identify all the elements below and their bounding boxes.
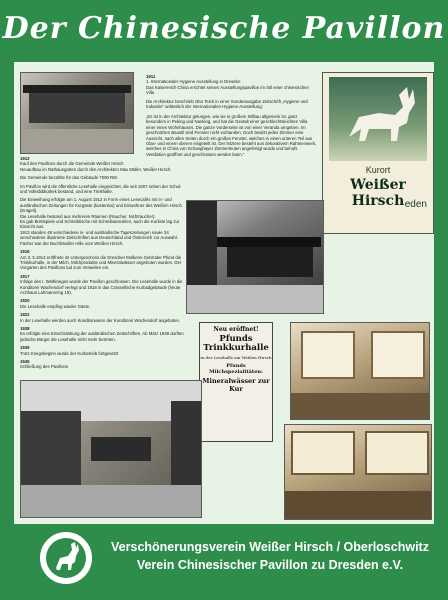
timeline-entry: 1945 bbox=[20, 359, 30, 364]
photo-pavilion-in-trees bbox=[186, 200, 324, 314]
footer-line2: Verein Chinesischer Pavillon zu Dresden e.V. bbox=[136, 558, 404, 572]
advert-line1: Neu eröffnet! bbox=[213, 326, 259, 333]
intro-line: 1. Internationaler Hygiene Ausstellung in Dresden bbox=[146, 79, 241, 85]
advert-line2: Pfunds Trinkkurhalle bbox=[203, 334, 269, 353]
timeline-entry: Die Gemeinde bezahlte für das Gebäude 7000 RM. bbox=[20, 175, 118, 181]
timeline-entry: 1938 bbox=[20, 325, 30, 331]
timeline-entry: Die Lesehalle empfing wieder Gäste. bbox=[20, 303, 91, 309]
poster-line1: Kurort bbox=[365, 165, 391, 175]
timeline-entry: Es erfolgte eine Einschränkung der ausländischen Zeitschriften. Ab März 1938 durften jüdische Bürger die Lesehalle nicht mehr betreten. bbox=[20, 331, 184, 342]
timeline-entry: Infolge des I. Weltkrieges wurde der Pavillon geschlossen. Die Lesehalle wurde in die Konditorei Wachendorf verlegt und 1918 in das Crassellsche Kurbadgebäude (heute Arzthaus Lahmannring 19). bbox=[20, 279, 183, 295]
association-logo bbox=[40, 532, 92, 584]
advert-line5: Mineralwässer zur Kur bbox=[202, 377, 270, 393]
page-title: Der Chinesische Pavillon bbox=[2, 10, 446, 46]
timeline-entry: Neuaufbau im Rathausgarten durch den Architekten Max Müller, Weißer Hirsch bbox=[20, 166, 171, 172]
intro-line: Das Kaiserreich China errichtet seinen Ausstellungspavillon im Stil einer chinesischen Villa bbox=[146, 84, 309, 96]
intro-text-block bbox=[146, 74, 318, 112]
timeline-entry: Es gab Brettspiele und Schreibtische mit Schreibutensilien, auch die Kurliste lag zur Einsicht aus. bbox=[20, 219, 180, 230]
timeline-entry: Die Lesehalle bestand aus mehreren Räumen (Raucher, Nichtraucher). bbox=[20, 213, 156, 219]
timeline-entry: Die Einweihung erfolgte am 1. August 1912 in Form eines Lesecafés mit in- und ausländischen Zeitungen für Kurgäste (kostenlos) und Einwohner des Weißen Hirsch (Entgelt). bbox=[20, 197, 182, 214]
timeline-entry: Schließung des Pavillons bbox=[20, 364, 69, 370]
advert-line4: Pfunds Milchspezialitäten: bbox=[209, 363, 263, 375]
timeline-entry: Trotz Kriegsbeginn wurde der Kurbetrieb fortgesetzt bbox=[20, 350, 119, 356]
timeline-entry: 1916 bbox=[20, 249, 30, 255]
timeline-entry: 1912 bbox=[20, 156, 30, 161]
trinkkurhalle-advert bbox=[199, 322, 273, 442]
timeline-entry: Am 3. 5.1913 eröffnete im Untergeschoss die Dresdner Molkerei Gebrüder Pfund die Trinkkurhalle, in der Milch, Milchprodukte und Mineralwässer angeboten wurden. Der Vorgarten des Pavillons lud zum Verweilen ein. bbox=[20, 254, 182, 271]
quote-text: „Es ist in der Architektur gelungen, wie sie in großem Stilbau allgemein ist, ganz besonders in Peking und Nanking, und hat die Gestalt einer geschlechtsleichten Villa einer eines Wohnhauses. Die ganze Vorderseite ist von einer Veranda umgeben. Im geschnitzten Baustil sind Fenster nicht vorhanden. Doch besitzt jedes Zimmer eine Aussicht, nach allen Seiten durch ein großes Fenster, welches in einen unteren Teil aus Glas- und einem oberen eingeteilt ist. Der letztere besteht aus dekorativem Rahmenwerk, welches in China von Schanghayer Zimmerleuten angefertigt wurde und behufs Ventilation geöffnet und geschlossen werden kann.“ bbox=[146, 114, 317, 157]
poster-line3: eden bbox=[404, 199, 427, 210]
timeline-entry: 1922 bbox=[20, 312, 30, 318]
header-banner bbox=[0, 0, 448, 56]
timeline-entry: In der Lesehalle werden auch Konditorwaren der Konditorei Wachendorf angeboten. bbox=[20, 317, 181, 323]
intro-line: Die Architektur beschrieb Otto Teich in einer Sonderausgabe Zeitschrift „Hygiene und Industrie“ anlässlich der Internationalen Hygiene-Ausstellung: bbox=[146, 98, 308, 110]
footer-line1: Verschönerungsverein Weißer Hirsch / Oberloschwitz bbox=[111, 540, 429, 554]
kurort-poster bbox=[322, 72, 434, 234]
timeline-entry: Kauf des Pavillons durch die Gemeinde Weißer Hirsch bbox=[20, 161, 124, 167]
photo-pavilion-garden bbox=[20, 380, 202, 518]
photo-reading-room-2 bbox=[284, 424, 432, 520]
timeline-entry: 1920 bbox=[20, 298, 30, 304]
timeline-entry: 1939 bbox=[20, 345, 30, 351]
timeline-text-block bbox=[20, 156, 186, 373]
timeline-entry: 1917 bbox=[20, 273, 30, 279]
poster-line2: Weißer Hirsch bbox=[350, 177, 406, 209]
intro-year: 1911 bbox=[146, 74, 156, 79]
photo-reading-room bbox=[290, 322, 430, 420]
white-deer-illustration bbox=[329, 77, 427, 161]
timeline-entry: Im Pavillon wird die öffentliche Lesehalle eingerichtet, die seit 1907 neben der Schul- und Volksbibliothek bestand, und eine Trinkhalle. bbox=[20, 183, 182, 195]
timeline-entry: 1913 standen 48 verschiedene in- und ausländische Tageszeitungen sowie 34 verschiedene illustrierte Zeitschriften aus Deutschland und Österreich zur Auswahl. Fächer war der Buchhändler Hille vom Weißen Hirsch. bbox=[20, 229, 178, 246]
advert-line3: in der Lesehalle am Weißen Hirsch bbox=[200, 355, 272, 360]
quote-block bbox=[146, 114, 318, 160]
photo-pavilion-historic bbox=[20, 72, 134, 154]
